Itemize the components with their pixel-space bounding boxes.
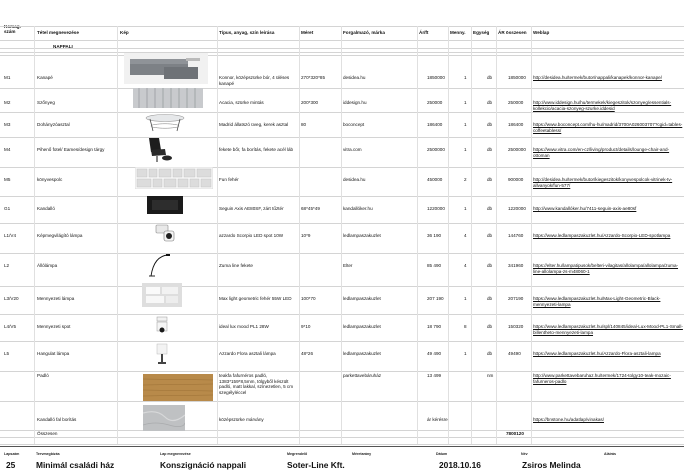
footer-designer: Zsiros Melinda [522, 460, 581, 470]
col-header-type: Típus, anyag, szín leírása [219, 30, 275, 35]
row-6-code: G1 [4, 206, 11, 211]
row-10-price: 18 790 [427, 324, 442, 329]
row-1-price: 1850000 [427, 75, 445, 80]
footer-client: Soter-Line Kft. [287, 460, 345, 470]
col-header-code: Komag. szám [4, 24, 21, 35]
col-header-unit: Egység [473, 30, 490, 35]
sum-label: Összesen [37, 431, 58, 436]
row-11-qty: 1 [464, 351, 467, 356]
grid-row-line [0, 430, 684, 431]
row-12-name: Padló [37, 373, 49, 378]
row-10-web[interactable]: https://www.ledlampaszakuzlet.hu/spl/140845/ideal-Lux-Mood-PL1-Small-billentheto-mennyezeti-lampa [533, 324, 683, 335]
footer-caption: Méretarány [352, 452, 372, 456]
row-9-web[interactable]: https://www.ledlampaszakuzlet.hu/Max-Light-Geometric-Black-mennyezeti-lampa [533, 296, 661, 307]
grid-col-line [531, 26, 532, 444]
fireplace-thumb [147, 196, 183, 214]
row-10-total: 150320 [508, 324, 524, 329]
col-header-web: Weblap [533, 30, 550, 35]
row-10-name: Mennyezeti spot [37, 324, 71, 329]
row-5-name: könyvespolc [37, 177, 63, 182]
spotlight-thumb [154, 223, 178, 245]
row-2-web[interactable]: http://www.iddesign.hu/hu/termekek/kiegeszitok/szonyeg/essentials-kollekcio/acacia-szonyeg-szurke.iddesid [533, 100, 672, 111]
grid-row-line [0, 137, 684, 138]
row-11-size: 48*26 [301, 351, 314, 356]
row-4-name: Pihenő fotel/ Eames/design tárgy [37, 147, 105, 152]
row-7-unit: db [487, 233, 493, 238]
row-7-code: L1/V4 [4, 233, 17, 238]
row-11-price: 49 490 [427, 351, 442, 356]
row-13-name: Kandalló fal borítás [37, 417, 77, 422]
col-header-qty: Menny. [450, 30, 466, 35]
row-3-total: 186400 [508, 122, 524, 127]
footer-caption: Lapszám [4, 452, 20, 456]
row-5-web[interactable]: http://desidea.hu/termek/butor/kiegeszitok/konyvespolcok-vitrinek-tv-allvanyok/fun-577/ [533, 177, 673, 188]
row-11-type: Azzardo Flora asztali lámpa [219, 351, 276, 356]
row-1-type: Konnor, középszürke bór, 4 üléses kanapé [219, 75, 290, 86]
row-1-qty: 1 [464, 75, 467, 80]
row-7-name: Képmegvilágító lámpa [37, 233, 83, 238]
row-3-vendor: boconcept [343, 122, 365, 127]
row-9-type: Max light geometric fehér 55W LED [219, 296, 292, 301]
section-label: NAPPALI [53, 44, 73, 49]
row-5-code: M5 [4, 177, 11, 182]
row-3-name: Dohányzóasztal [37, 122, 70, 127]
row-1-web[interactable]: http://desidea.hu/termek/butor/nappali/kanapek/konnor-kanape/ [533, 75, 662, 80]
row-10-qty: 8 [464, 324, 467, 329]
row-2-total: 250000 [508, 100, 524, 105]
row-1-size: 270*320*85 [301, 75, 326, 80]
row-11-unit: db [487, 351, 493, 356]
row-2-unit: db [487, 100, 493, 105]
row-6-vendor: kandallóker.hu [343, 206, 373, 211]
grid-row-line [0, 52, 684, 53]
row-9-unit: db [487, 296, 493, 301]
lounge-chair-thumb [145, 136, 173, 164]
row-7-size: 10*9 [301, 233, 311, 238]
row-2-code: M2 [4, 100, 11, 105]
grid-col-line [341, 26, 342, 444]
col-header-size: Méret [301, 30, 314, 35]
footer-divider [0, 446, 684, 447]
table-lamp-thumb [156, 343, 168, 365]
row-8-total: 341960 [508, 263, 524, 268]
footer-date: 2018.10.16 [439, 460, 481, 470]
marble-thumb [143, 405, 185, 431]
row-2-type: Acacia, szürke mintás [219, 100, 264, 105]
row-2-name: Szőnyeg [37, 100, 55, 105]
row-11-web[interactable]: https://www.ledlampaszakuzlet.hu/Azzardo-Flora-asztali-lampa [533, 351, 661, 356]
row-9-price: 207 190 [427, 296, 444, 301]
row-7-type: azzardo Scorpio LED spot 10W [219, 233, 284, 238]
grid-row-line [0, 314, 684, 315]
row-10-size: 9*10 [301, 324, 311, 329]
grid-col-line [34, 26, 35, 444]
row-5-total: 900000 [508, 177, 524, 182]
row-3-type: Madrid állatszó üveg, kerek asztal [219, 122, 289, 127]
row-9-total: 207190 [508, 296, 524, 301]
row-5-qty: 2 [464, 177, 467, 182]
footer-sheet-title: Konszignáció nappali [160, 460, 247, 470]
ceiling-spot-thumb [154, 316, 170, 336]
row-6-qty: 1 [464, 206, 467, 211]
grid-row-line [0, 26, 684, 27]
grid-col-line [448, 26, 449, 444]
row-6-unit: db [487, 206, 493, 211]
grid-col-line [217, 26, 218, 444]
row-8-name: Állólámpa [37, 263, 58, 268]
row-12-unit: nm [487, 373, 494, 378]
row-13-type: középszürke márvány [219, 417, 264, 422]
row-2-size: 200*300 [301, 100, 319, 105]
grid-row-line [0, 437, 684, 438]
row-11-vendor: ledlampaszakuzlet [343, 351, 381, 356]
row-3-unit: db [487, 122, 493, 127]
row-3-size: 80 [301, 122, 307, 127]
row-8-vendor: Elter [343, 263, 353, 268]
wood-floor-thumb [143, 374, 213, 401]
rug-thumb [133, 88, 203, 108]
row-12-web[interactable]: http://www.parkettavebaruhaz.hu/termek/1724-tolgy10-teak-mozaic-fafurneros-padlo [533, 373, 671, 384]
row-7-web[interactable]: https://www.ledlampaszakuzlet.hu/Azzardo-Scorpio-LED-spotlampa [533, 233, 671, 238]
footer-caption: Lap megnevezése [160, 452, 191, 456]
row-4-type: fekete bőr, fa borítás, fekete acél láb [219, 147, 294, 152]
row-2-vendor: iddesign.hu [343, 100, 367, 105]
col-header-vendor: Forgalmazó, márka [343, 30, 385, 35]
sofa-thumb [124, 53, 208, 84]
footer-caption: Tervmegbízás [36, 452, 60, 456]
grid-row-line [0, 55, 684, 56]
row-4-web[interactable]: https://www.vitra.com/en-cz/living/product/details/lounge-chair-and-ottoman [533, 147, 670, 158]
row-3-code: M3 [4, 122, 11, 127]
row-8-price: 85 490 [427, 263, 442, 268]
grid-row-line [0, 196, 684, 197]
row-9-code: L3/V20 [4, 296, 19, 301]
row-11-name: Hangulat lámpa [37, 351, 70, 356]
grid-row-line [0, 371, 684, 372]
row-4-unit: db [487, 147, 493, 152]
footer-caption: Dátum [436, 452, 448, 456]
grid-row-line [0, 112, 684, 113]
col-header-price: Ár/ft [419, 30, 429, 35]
row-2-qty: 1 [464, 100, 467, 105]
col-header-name: Tétel megnevezése [37, 30, 79, 35]
row-7-price: 36 190 [427, 233, 442, 238]
grid-row-line [0, 48, 684, 49]
row-1-code: M1 [4, 75, 11, 80]
sum-value: 7800120 [506, 431, 524, 436]
coffee-table-thumb [144, 114, 186, 132]
grid-row-line [0, 341, 684, 342]
grid-row-line [0, 253, 684, 254]
row-12-vendor: parkettavebáruház [343, 373, 382, 378]
grid-row-line [0, 167, 684, 168]
row-6-type: Seguin Axis AE80SF, zárt tűztér [219, 206, 284, 211]
row-9-qty: 1 [464, 296, 467, 301]
row-4-vendor: vitra.com [343, 147, 362, 152]
row-12-type: teakfa fafurnéros padló, 1383*159*8,5mm, tölgyből készült padló, matt lakkal, színezetlen, 5 cm szegélyléccel [219, 373, 294, 395]
row-4-code: M4 [4, 147, 11, 152]
row-8-web[interactable]: https://elter.hu/lampatipusok/belteri-vilagitas/allolampa/allolampa/zuma-line-allolampa-zs-m48060-1 [533, 263, 679, 274]
row-4-total: 2500000 [508, 147, 526, 152]
footer-caption: Aláírás [604, 452, 616, 456]
row-6-total: 1220000 [508, 206, 526, 211]
row-7-qty: 4 [464, 233, 467, 238]
ceiling-lamp-thumb [142, 283, 182, 307]
row-13-price: ár kérésre [427, 417, 448, 422]
row-3-qty: 1 [464, 122, 467, 127]
row-11-total: 49490 [508, 351, 521, 356]
grid-col-line [299, 26, 300, 444]
row-10-code: L4/V5 [4, 324, 17, 329]
row-1-total: 1850000 [508, 75, 526, 80]
col-header-total: ÁR összesen [498, 30, 527, 35]
grid-col-line [496, 26, 497, 444]
grid-row-line [0, 286, 684, 287]
grid-row-line [0, 223, 684, 224]
grid-row-line [0, 401, 684, 402]
grid-col-line [417, 26, 418, 444]
footer-caption: Megrendelő [287, 452, 308, 456]
row-6-web[interactable]: http://www.kandallóker.hu/7411-seguin-axis-ae80sf [533, 206, 637, 211]
row-3-price: 186400 [427, 122, 443, 127]
row-1-unit: db [487, 75, 493, 80]
row-6-size: 68*45*49 [301, 206, 320, 211]
row-10-vendor: ledlampaszakuzlet [343, 324, 381, 329]
row-7-total: 144760 [508, 233, 524, 238]
row-1-vendor: desidea.hu [343, 75, 366, 80]
row-9-name: Mennyezeti lámpa [37, 296, 75, 301]
row-3-web[interactable]: https://www.boconcept.com/hu-hu/madrid/3700A026003707?cgid=tables-coffeetabless/ [533, 122, 683, 133]
row-9-size: 100*70 [301, 296, 316, 301]
footer-project: Minimál családi ház [36, 460, 115, 470]
row-8-qty: 4 [464, 263, 467, 268]
floor-lamp-thumb [148, 252, 172, 278]
col-header-image: Kép [120, 30, 129, 35]
row-4-qty: 1 [464, 147, 467, 152]
row-2-price: 250000 [427, 100, 443, 105]
row-7-vendor: ledlampaszakuzlet [343, 233, 381, 238]
row-13-web[interactable]: https://bnstone.hu/adatlap/vinakas/ [533, 417, 604, 422]
row-5-price: 450000 [427, 177, 443, 182]
row-8-type: Zuma line fekete [219, 263, 253, 268]
row-4-price: 2500000 [427, 147, 445, 152]
row-8-unit: db [487, 263, 493, 268]
grid-col-line [471, 26, 472, 444]
row-11-code: L5 [4, 351, 10, 356]
row-5-vendor: desidea.hu [343, 177, 366, 182]
grid-col-line [117, 26, 118, 444]
row-5-unit: db [487, 177, 493, 182]
row-1-name: Kanapé [37, 75, 53, 80]
bookshelf-thumb [135, 167, 213, 189]
footer-caption: Név [521, 452, 528, 456]
row-6-price: 1220000 [427, 206, 445, 211]
row-8-code: L2 [4, 263, 10, 268]
row-12-price: 13 499 [427, 373, 442, 378]
row-10-unit: db [487, 324, 493, 329]
grid-row-line [0, 88, 684, 89]
row-6-name: Kandalló [37, 206, 55, 211]
row-10-type: ideal lux mood PL1 28W [219, 324, 269, 329]
grid-row-line [0, 40, 684, 41]
footer-page-number: 25 [6, 460, 16, 470]
row-5-type: Fun fehér [219, 177, 239, 182]
grid-row-line [0, 444, 684, 445]
row-9-vendor: ledlampaszakuzlet [343, 296, 381, 301]
